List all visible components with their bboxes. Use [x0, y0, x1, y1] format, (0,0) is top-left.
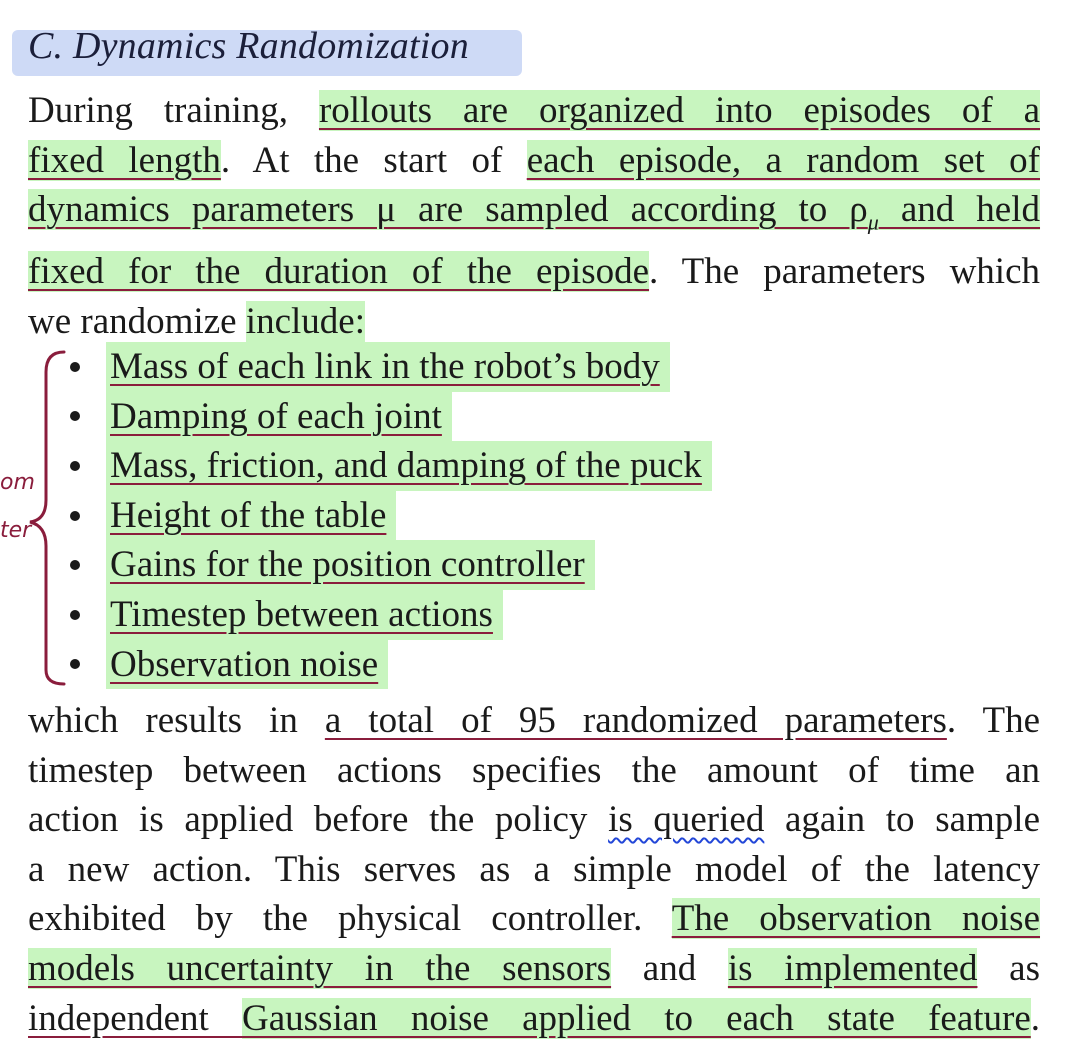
p1-line-1	[28, 86, 1040, 136]
p1-text: . The parameters which	[649, 251, 1041, 293]
p1-highlight	[28, 189, 1041, 235]
p2-line-7	[28, 994, 1040, 1044]
bullet-list	[62, 342, 862, 689]
bullet-dot	[70, 560, 80, 570]
bullet-dot	[70, 362, 80, 372]
p2-line-1	[28, 696, 1040, 746]
bullet-text: Mass of each link in the robot’s body	[106, 342, 670, 392]
p2-line-4	[28, 845, 1040, 895]
p2-text: exhibited by the physical controller.	[28, 898, 672, 940]
p2-text: and	[611, 947, 728, 989]
p1-highlight: each episode, a random set of	[526, 139, 1040, 181]
p1-text: . At the start of	[220, 139, 527, 181]
p2-text: again to sample	[764, 799, 1040, 841]
p2-text: . This serves as a simple model of the latency	[242, 848, 1040, 890]
paragraph-1	[28, 86, 1040, 346]
p1-text: and held	[878, 189, 1041, 231]
p2-underline: independent	[28, 997, 243, 1039]
p2-highlight: Gaussian noise applied to each state feature	[242, 997, 1031, 1039]
curly-brace	[30, 352, 64, 684]
p1-line-3	[28, 185, 1040, 247]
p1-text: we randomize	[28, 300, 246, 342]
paragraph-2	[28, 696, 1040, 1043]
p1-highlight: fixed for the duration of the episode	[28, 251, 650, 293]
bullet-text: Timestep between actions	[106, 590, 503, 640]
p2-highlight: models uncertainty in the sensors	[28, 947, 612, 989]
p1-highlight: include:	[245, 300, 365, 342]
p1-line-5	[28, 297, 1040, 347]
p2-line-5	[28, 894, 1040, 944]
list-item	[62, 441, 862, 491]
p2-line-6	[28, 944, 1040, 994]
rho-subscript: μ	[867, 209, 879, 235]
p2-line-3	[28, 795, 1040, 845]
list-item	[62, 640, 862, 690]
p2-text: as	[977, 947, 1040, 989]
p1-text: dynamics parameters μ are sampled according to ρ	[28, 189, 868, 231]
margin-note: ter	[0, 518, 32, 543]
p2-text: . The	[946, 700, 1040, 741]
p2-line-2	[28, 746, 1040, 796]
p2-underline: a total of 95 randomized parameters	[324, 700, 947, 741]
bullet-dot	[70, 511, 80, 521]
p2-blue-underline: is queried	[608, 799, 765, 841]
list-item	[62, 342, 862, 392]
p1-text: During training,	[28, 90, 319, 131]
p1-line-2	[28, 136, 1040, 186]
margin-note: om	[0, 470, 35, 495]
p2-highlight: is implemented	[727, 947, 978, 989]
p2-text: .	[1030, 997, 1041, 1039]
bullet-dot	[70, 461, 80, 471]
p2-text: timestep between actions specifies the amount of time an	[28, 749, 1040, 791]
bullet-text: Observation noise	[106, 640, 388, 690]
section-heading: C. Dynamics Randomization	[28, 25, 469, 67]
bullet-text: Mass, friction, and damping of the puck	[106, 441, 712, 491]
list-item	[62, 590, 862, 640]
list-item	[62, 540, 862, 590]
bullet-text: Damping of each joint	[106, 392, 452, 442]
bullet-dot	[70, 411, 80, 421]
bullet-dot	[70, 659, 80, 669]
p1-highlight: rollouts are organized into episodes of a	[318, 90, 1040, 131]
bullet-text: Gains for the position controller	[106, 540, 595, 590]
p2-text: a new action	[28, 848, 243, 890]
p2-text: which results in	[28, 700, 325, 741]
bullet-text: Height of the table	[106, 491, 396, 541]
bullet-dot	[70, 610, 80, 620]
p2-highlight: The observation noise	[671, 898, 1041, 940]
list-item	[62, 392, 862, 442]
p1-line-4	[28, 247, 1040, 297]
p1-highlight: fixed length	[28, 139, 221, 181]
list-item	[62, 491, 862, 541]
p2-text: action is applied before the policy	[28, 799, 609, 841]
